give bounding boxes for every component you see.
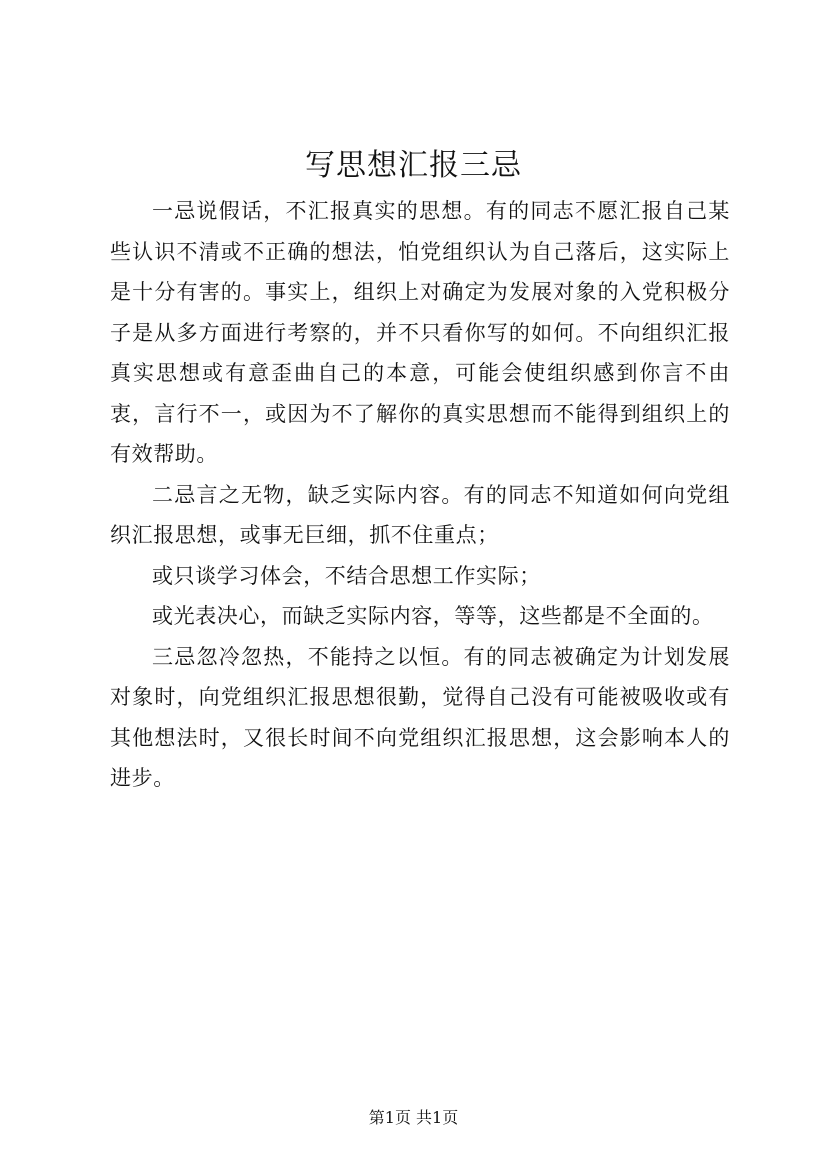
paragraph: 一忌说假话，不汇报真实的思想。有的同志不愿汇报自己某些认识不清或不正确的想法，怕党组织认为自己落后，这实际上是十分有害的。事实上，组织上对确定为发展对象的入党积极分子是从多方面进行考察的，并不只看你写的如何。不向组织汇报真实思想或有意歪曲自己的本意，可能会使组织感到你言不由衷，言行不一，或因为不了解你的真实思想而不能得到组织上的有效帮助。 xyxy=(110,199,730,466)
paragraph: 或光表决心，而缺乏实际内容，等等，这些都是不全面的。 xyxy=(152,604,714,628)
paragraph: 或只谈学习体会，不结合思想工作实际； xyxy=(152,563,541,588)
paragraph: 二忌言之无物，缺乏实际内容。有的同志不知道如何向党组织汇报思想，或事无巨细，抓不住重点； xyxy=(110,482,730,547)
paragraph: 三忌忽冷忽热，不能持之以恒。有的同志被确定为计划发展对象时，向党组织汇报思想很勤，觉得自己没有可能被吸收或有其他想法时，又很长时间不向党组织汇报思想，这会影响本人的进步。 xyxy=(110,644,730,790)
document-body xyxy=(110,191,730,799)
document-title: 写思想汇报三忌 xyxy=(305,148,522,183)
page-footer: 第1页 共1页 xyxy=(368,1108,459,1127)
